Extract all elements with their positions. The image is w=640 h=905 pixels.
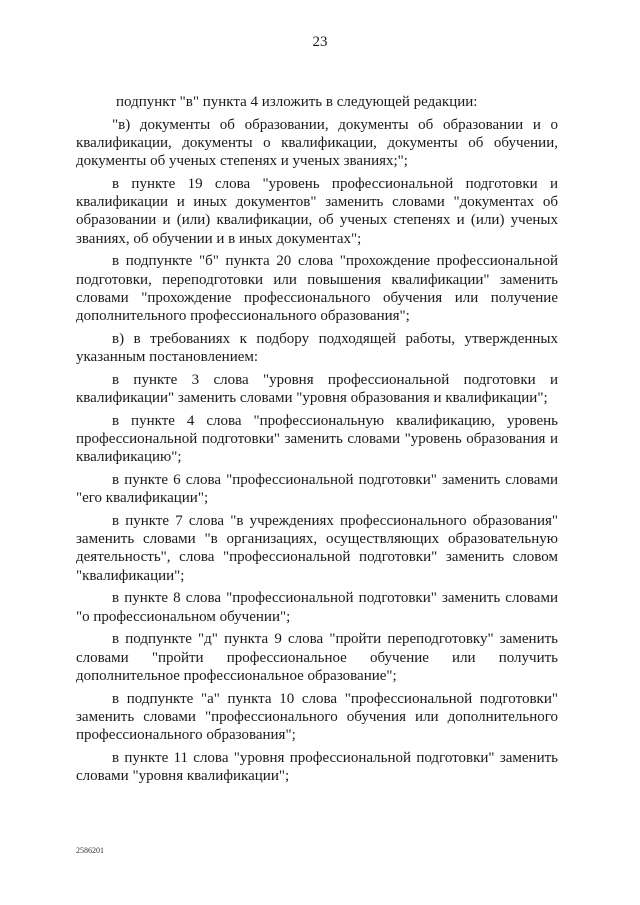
document-body (76, 93, 558, 790)
page-number: 23 (312, 34, 328, 50)
paragraph: в подпункте "б" пункта 20 слова "прохождение профессиональной подготовки, переподготовки или повышения квалификации" заменить словами "прохождение профессионального обучения или получение дополнительного профессионального образования"; (76, 253, 558, 325)
paragraph: в пункте 11 слова "уровня профессиональной подготовки" заменить словами "уровня квалификации"; (76, 749, 558, 785)
paragraph: в подпункте "а" пункта 10 слова "профессиональной подготовки" заменить словами "профессионального обучения или дополнительного профессионального образования"; (76, 690, 558, 744)
document-code: 2586201 (76, 846, 104, 855)
paragraph: в пункте 6 слова "профессиональной подготовки" заменить словами "его квалификации"; (76, 472, 558, 507)
paragraph: в пункте 19 слова "уровень профессиональной подготовки и квалификации и иных документов" заменить словами "документах об образовании и (или) квалификации, об ученых степенях и (или) ученых званиях, об обучении и в иных документах"; (76, 176, 558, 247)
paragraph: в пункте 7 слова "в учреждениях профессионального образования" заменить словами "в организациях, осуществляющих образовательную деятельность", слова "профессиональной подготовки" заменить словом "квалификации"; (76, 513, 558, 584)
paragraph: в пункте 8 слова "профессиональной подготовки" заменить словами "о профессиональном обучении"; (76, 590, 558, 625)
paragraph: в подпункте "д" пункта 9 слова "пройти переподготовку" заменить словами "пройти профессиональное обучение или получить дополнительное профессиональное образование"; (76, 631, 558, 684)
paragraph: подпункт "в" пункта 4 изложить в следующей редакции: (116, 94, 478, 110)
paragraph: "в) документы об образовании, документы об образовании и о квалификации, документы о квалификации, документы об обучении, документы об ученых степенях и ученых званиях;"; (76, 116, 558, 170)
paragraph: в пункте 4 слова "профессиональную квалификацию, уровень профессиональной подготовки" заменить словами "уровень образования и квалификацию"; (76, 412, 558, 466)
paragraph: в пункте 3 слова "уровня профессиональной подготовки и квалификации" заменить словами "уровня образования и квалификации"; (76, 371, 558, 407)
paragraph: в) в требованиях к подбору подходящей работы, утвержденных указанным постановлением: (76, 330, 558, 366)
